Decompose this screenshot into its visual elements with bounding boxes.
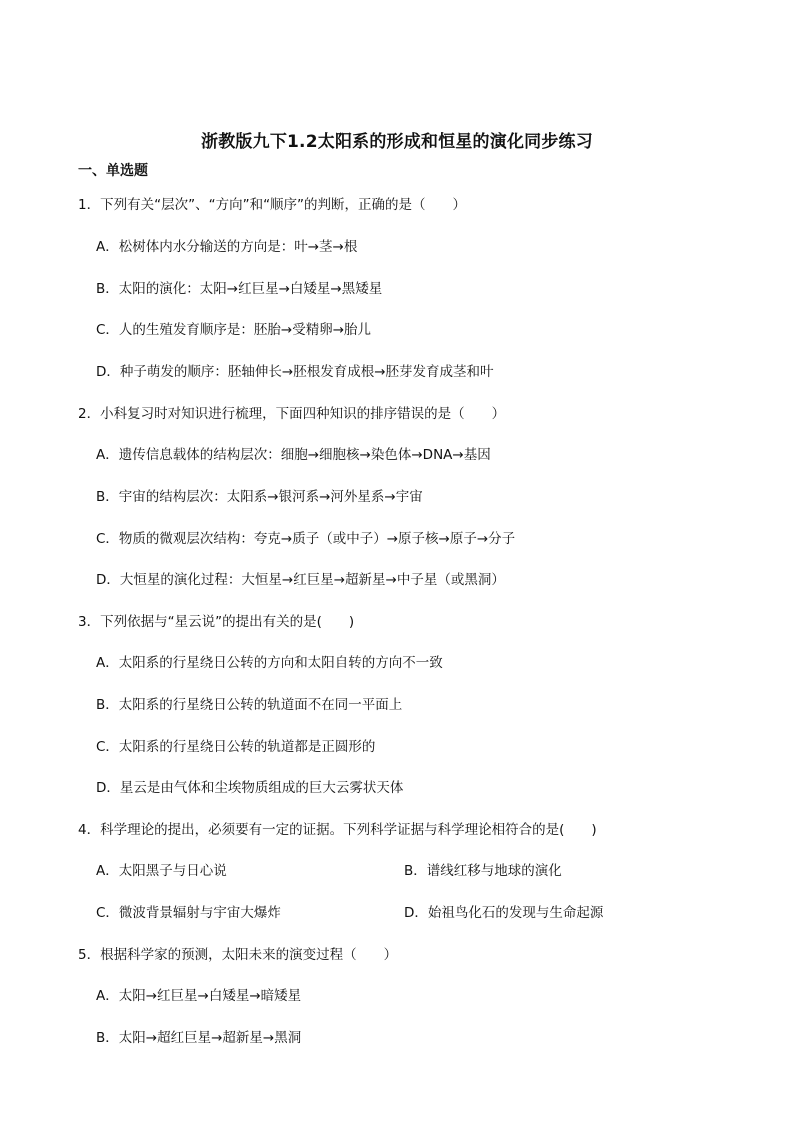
question-option: B．太阳系的行星绕日公转的轨道面不在同一平面上 [96,697,403,713]
question-option: D．星云是由气体和尘埃物质组成的巨大云雾状天体 [96,780,404,796]
question-option: C．物质的微观层次结构：夸克→质子（或中子）→原子核→原子→分子 [96,531,516,547]
page-title: 浙教版九下1.2太阳系的形成和恒星的演化同步练习 [201,132,593,152]
question-option: C．太阳系的行星绕日公转的轨道都是正圆形的 [96,739,376,755]
question-option: D．始祖鸟化石的发现与生命起源 [404,905,604,921]
question-option: C．人的生殖发育顺序是：胚胎→受精卵→胎儿 [96,322,372,338]
question-option: A．太阳黑子与日心说 [96,863,227,879]
question-option: D．大恒星的演化过程：大恒星→红巨星→超新星→中子星（或黑洞） [96,572,505,588]
question-option: A．遗传信息载体的结构层次：细胞→细胞核→染色体→DNA→基因 [96,447,491,463]
question-option: B．宇宙的结构层次：太阳系→银河系→河外星系→宇宙 [96,489,423,505]
question-option: B．太阳→超红巨星→超新星→黑洞 [96,1030,302,1046]
question-option: B．太阳的演化：太阳→红巨星→白矮星→黑矮星 [96,281,383,297]
question-option: A．太阳系的行星绕日公转的方向和太阳自转的方向不一致 [96,655,443,671]
question-option: A．太阳→红巨星→白矮星→暗矮星 [96,988,302,1004]
question-stem: 4．科学理论的提出，必须要有一定的证据。下列科学证据与科学理论相符合的是( ) [78,822,597,838]
question-option: A．松树体内水分输送的方向是：叶→茎→根 [96,239,358,255]
question-option: C．微波背景辐射与宇宙大爆炸 [96,905,281,921]
question-option: B．谱线红移与地球的演化 [404,863,562,879]
question-stem: 2．小科复习时对知识进行梳理，下面四种知识的排序错误的是（ ） [78,406,506,422]
question-stem: 3．下列依据与“星云说”的提出有关的是( ) [78,614,355,630]
question-stem: 5．根据科学家的预测，太阳未来的演变过程（ ） [78,947,398,963]
question-option: D．种子萌发的顺序：胚轴伸长→胚根发育成根→胚芽发育成茎和叶 [96,364,494,380]
question-stem: 1．下列有关“层次”、“方向”和“顺序”的判断，正确的是（ ） [78,197,467,213]
section-heading: 一、单选题 [78,163,148,179]
